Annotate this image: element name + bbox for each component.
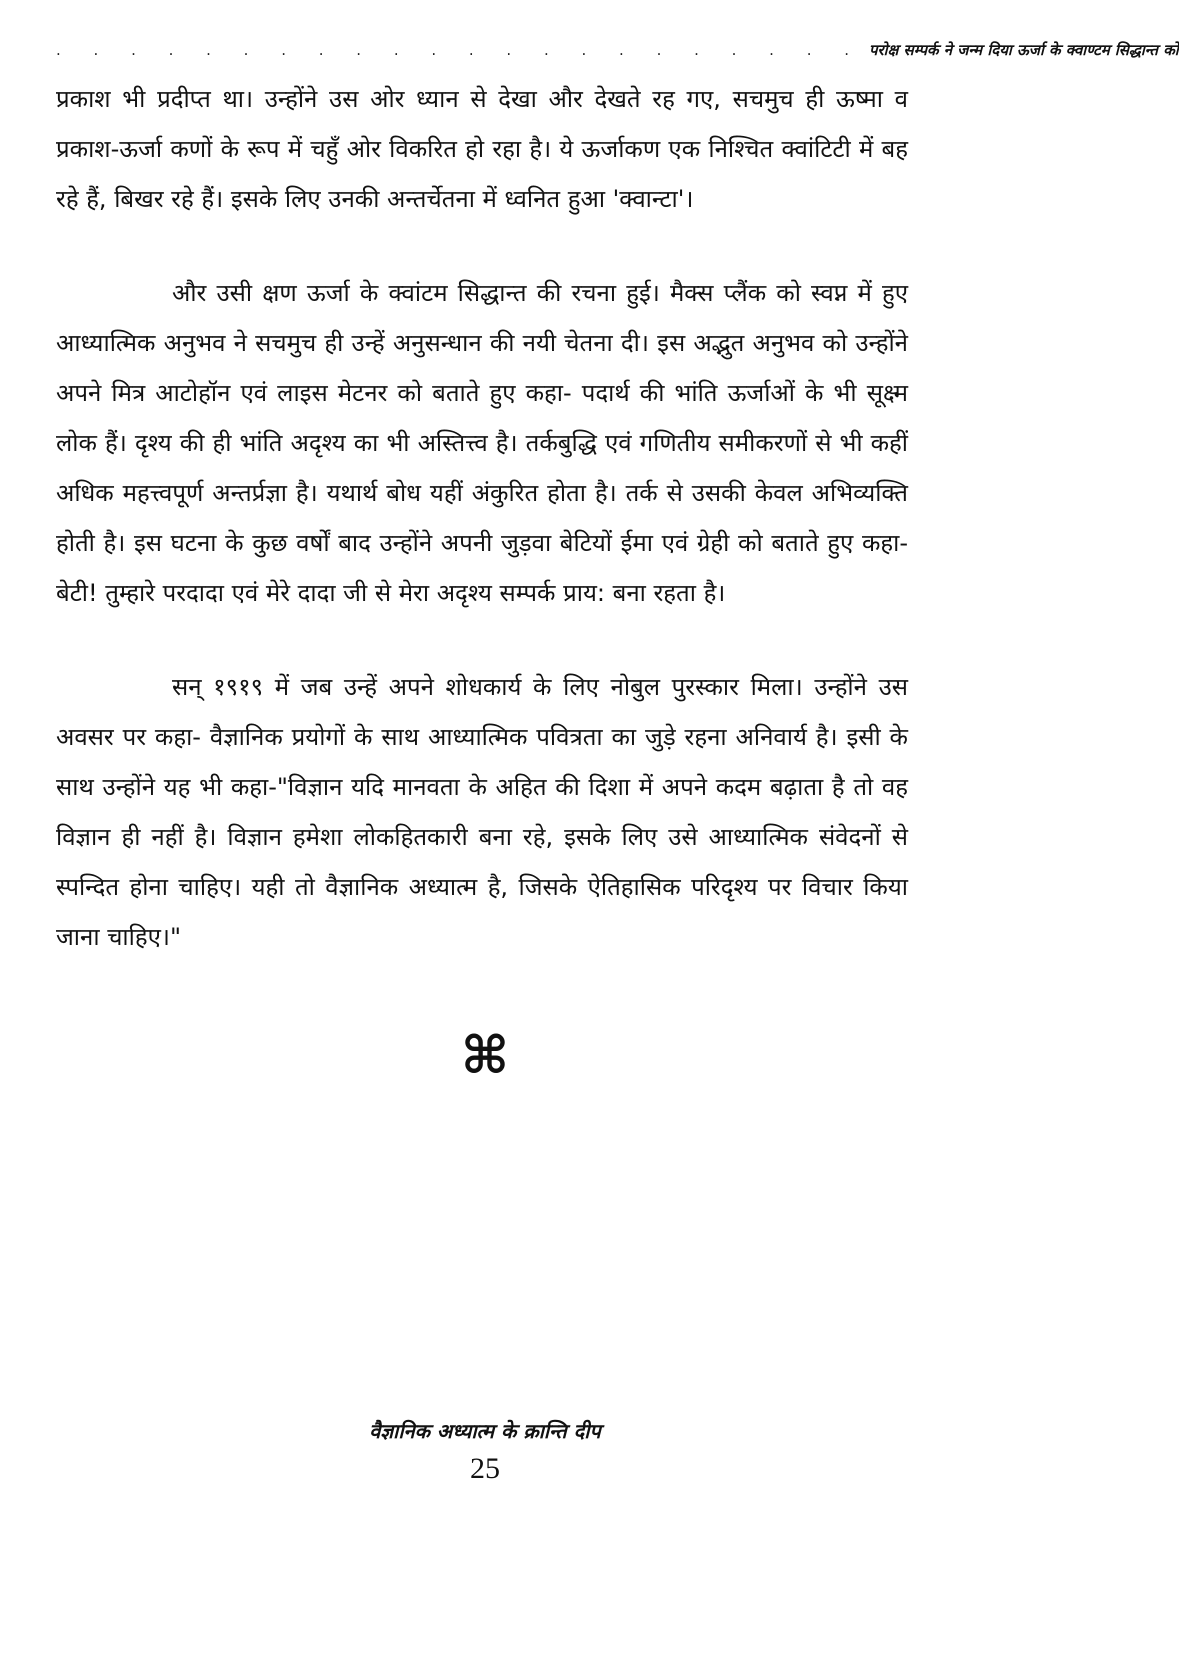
paragraph-3: सन् १९१९ में जब उन्हें अपने शोधकार्य के लिए नोबुल पुरस्कार मिला। उन्होंने उस अवसर पर कहा- वैज्ञानिक प्रयोगों के साथ आध्यात्मिक पवित्रता का जुड़े रहना अनिवार्य है। इसी के साथ उन्होंने यह भी कहा-"विज्ञान यदि मानवता के अहित की दिशा में अपने कदम बढ़ाता है तो वह विज्ञान ही नहीं है। विज्ञान हमेशा लोकहितकारी बना रहे, इसके लिए उसे आध्यात्मिक संवेदनों से स्पन्दित होना चाहिए। यही तो वैज्ञानिक अध्यात्म है, जिसके ऐतिहासिक परिदृश्य पर विचार किया जाना चाहिए।"	[56, 673, 908, 951]
running-header-title: परोक्ष सम्पर्क ने जन्म दिया ऊर्जा के क्वाण्टम सिद्धान्त को	[869, 41, 1179, 59]
running-header	[56, 40, 1179, 60]
body-text	[56, 74, 908, 962]
paragraph-2: और उसी क्षण ऊर्जा के क्वांटम सिद्धान्त की रचना हुई। मैक्स प्लैंक को स्वप्न में हुए आध्यात्मिक अनुभव ने सचमुच ही उन्हें अनुसन्धान की नयी चेतना दी। इस अद्भुत अनुभव को उन्होंने अपने मित्र आटोहॉन एवं लाइस मेटनर को बताते हुए कहा- पदार्थ की भांति ऊर्जाओं के भी सूक्ष्म लोक हैं। दृश्य की ही भांति अदृश्य का भी अस्तित्त्व है। तर्कबुद्धि एवं गणितीय समीकरणों से भी कहीं अधिक महत्त्वपूर्ण अन्तर्प्रज्ञा है। यथार्थ बोध यहीं अंकुरित होता है। तर्क से उसकी केवल अभिव्यक्ति होती है। इस घटना के कुछ वर्षों बाद उन्होंने अपनी जुड़वा बेटियों ईमा एवं ग्रेही को बताते हुए कहा- बेटी! तुम्हारे परदादा एवं मेरे दादा जी से मेरा अदृश्य सम्पर्क प्राय: बना रहता है।	[56, 279, 908, 607]
footer-book-title: वैज्ञानिक अध्यात्म के क्रान्ति दीप	[369, 1419, 601, 1443]
leader-dots: . . . . . . . . . . . . . . . . . . . . . .	[56, 41, 864, 59]
section-ornament-icon: ⌘	[460, 1026, 510, 1086]
page-number: 25	[470, 1452, 500, 1485]
paragraph-1: प्रकाश भी प्रदीप्त था। उन्होंने उस ओर ध्यान से देखा और देखते रह गए, सचमुच ही ऊष्मा व प्रकाश-ऊर्जा कणों के रूप में चहुँ ओर विकरित हो रहा है। ये ऊर्जाकण एक निश्चित क्वांटिटी में बह रहे हैं, बिखर रहे हैं। इसके लिए उनकी अन्तर्चेतना में ध्वनित हुआ 'क्वान्टा'।	[56, 85, 908, 213]
